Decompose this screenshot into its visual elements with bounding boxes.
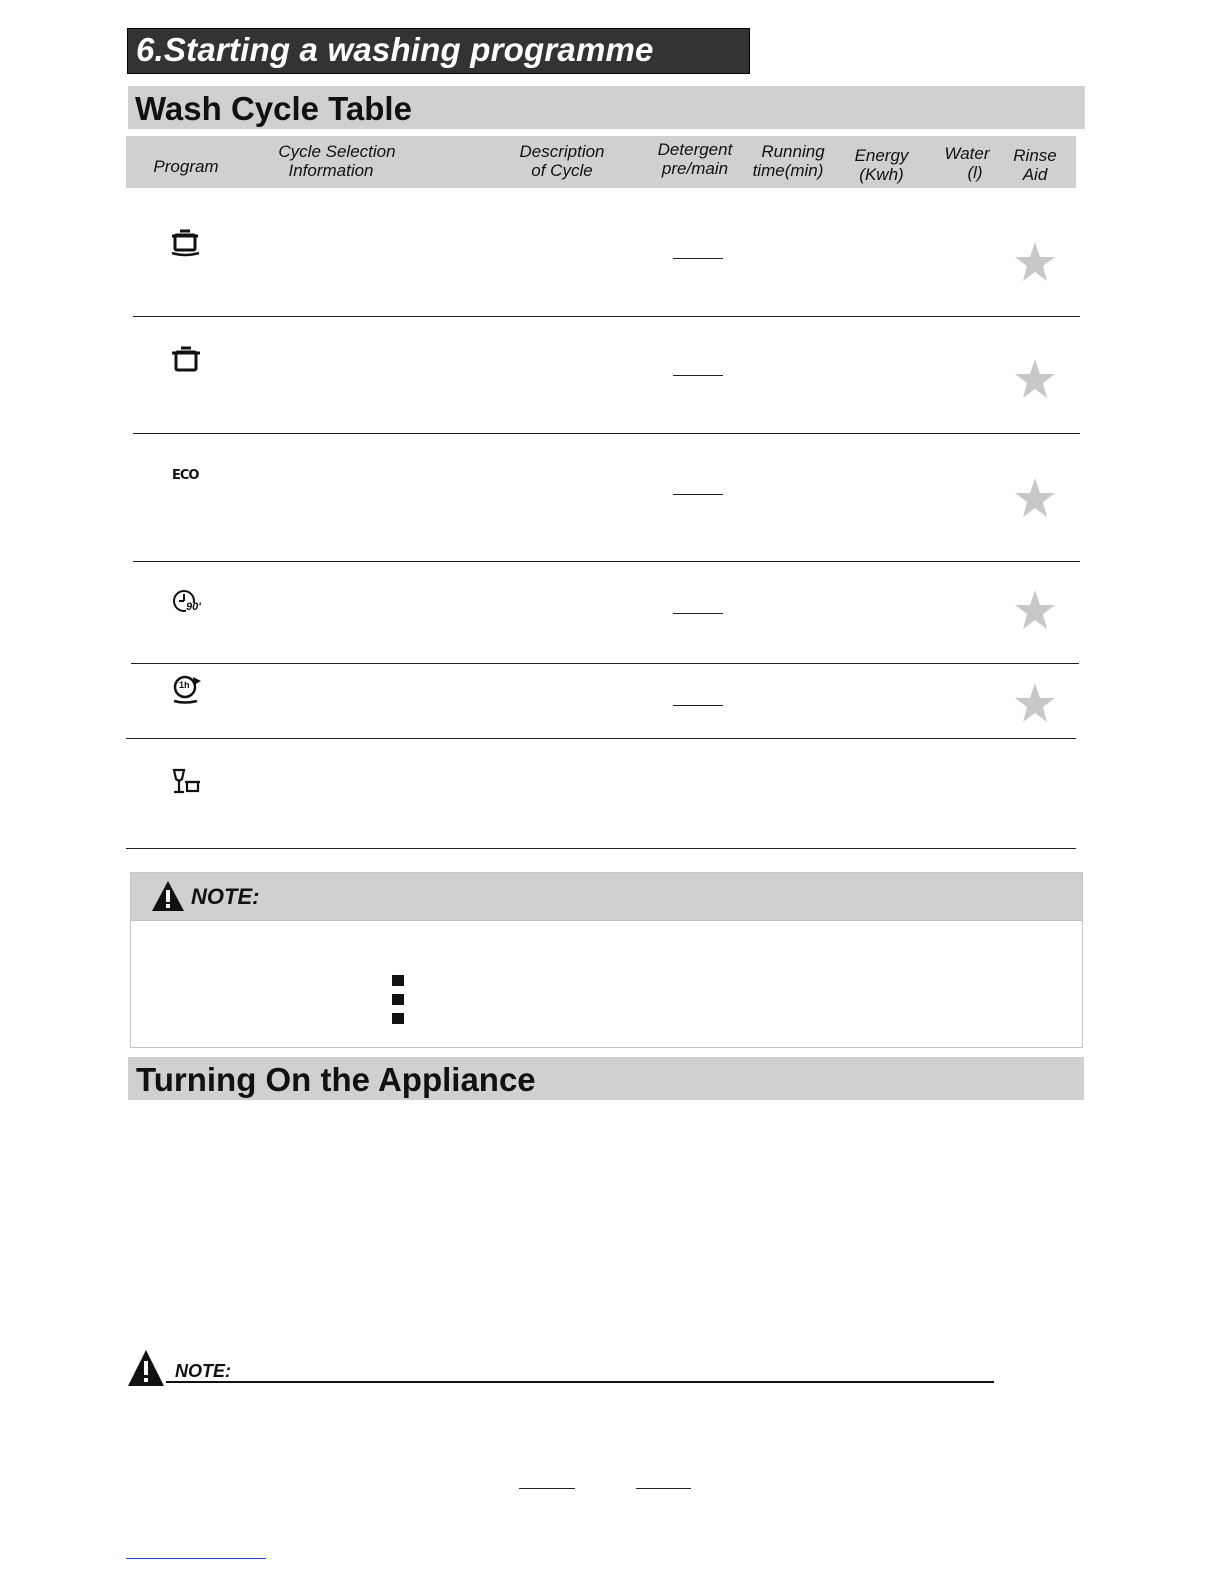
wash-cycle-table-title: Wash Cycle Table bbox=[135, 90, 412, 127]
section-title: 6.Starting a washing programme bbox=[136, 31, 654, 68]
star-icon bbox=[1013, 240, 1057, 284]
header-running-time bbox=[746, 142, 830, 180]
link-underline[interactable] bbox=[126, 1558, 266, 1559]
underline-blank bbox=[519, 1488, 575, 1489]
turning-on-title-bar bbox=[128, 1057, 1084, 1100]
header-energy-line2: (Kwh) bbox=[859, 165, 904, 184]
turning-on-title: Turning On the Appliance bbox=[136, 1061, 536, 1098]
star-icon bbox=[1013, 681, 1057, 725]
header-water-line2: (l) bbox=[967, 163, 983, 182]
header-cycle-selection-line2: Information bbox=[288, 161, 374, 180]
header-rinse-line1: Rinse bbox=[1013, 146, 1057, 165]
detergent-dash bbox=[673, 613, 723, 614]
glass-and-cup-icon bbox=[171, 768, 203, 796]
header-cycle-selection bbox=[267, 142, 407, 180]
underline-blank bbox=[636, 1488, 691, 1489]
star-icon bbox=[1013, 476, 1057, 520]
header-detergent-line1: Detergent bbox=[657, 140, 733, 159]
header-water bbox=[934, 144, 1000, 182]
bullet bbox=[392, 1013, 404, 1024]
note-label: NOTE: bbox=[191, 884, 260, 909]
header-description-line1: Description bbox=[519, 142, 605, 161]
eco-icon: ECO bbox=[172, 468, 199, 483]
header-description bbox=[512, 142, 612, 180]
header-program: Program bbox=[153, 157, 219, 176]
detergent-dash bbox=[673, 375, 723, 376]
intensive-pot-icon bbox=[168, 226, 204, 262]
header-detergent-line2: pre/main bbox=[661, 159, 729, 178]
header-running-line1: Running bbox=[761, 142, 825, 161]
header-detergent bbox=[651, 140, 739, 178]
star-icon bbox=[1013, 357, 1057, 401]
wash-cycle-table-title-bar bbox=[128, 86, 1085, 129]
detergent-dash bbox=[673, 705, 723, 706]
row-divider bbox=[133, 316, 1080, 317]
header-running-line2: time(min) bbox=[752, 161, 824, 180]
row-divider bbox=[126, 848, 1076, 849]
detergent-dash bbox=[673, 494, 723, 495]
warning-icon bbox=[151, 880, 185, 912]
header-rinse-line2: Aid bbox=[1022, 165, 1048, 184]
row-divider bbox=[126, 738, 1076, 739]
header-cycle-selection-line1: Cycle Selection bbox=[278, 142, 396, 161]
header-water-line1: Water bbox=[944, 144, 990, 163]
row-divider bbox=[133, 433, 1080, 434]
row-divider bbox=[131, 663, 1079, 664]
note-header bbox=[131, 873, 1082, 921]
star-icon bbox=[1013, 588, 1057, 632]
header-energy bbox=[844, 146, 919, 184]
note-2-underline bbox=[166, 1381, 994, 1383]
bullet bbox=[392, 975, 404, 986]
universal-pot-icon bbox=[168, 343, 204, 379]
note-2-label: NOTE: bbox=[175, 1361, 231, 1381]
rapid-cycle-label: 1h bbox=[179, 680, 190, 690]
note-box bbox=[130, 872, 1083, 1048]
warning-icon bbox=[127, 1349, 165, 1387]
header-description-line2: of Cycle bbox=[531, 161, 593, 180]
90-minute-label: 90' bbox=[186, 601, 201, 613]
detergent-dash bbox=[673, 258, 723, 259]
header-energy-line1: Energy bbox=[854, 146, 909, 165]
table-header bbox=[126, 136, 1076, 188]
section-banner bbox=[127, 28, 750, 74]
bullet bbox=[392, 994, 404, 1005]
header-rinse-aid bbox=[1000, 146, 1070, 184]
row-divider bbox=[133, 561, 1080, 562]
